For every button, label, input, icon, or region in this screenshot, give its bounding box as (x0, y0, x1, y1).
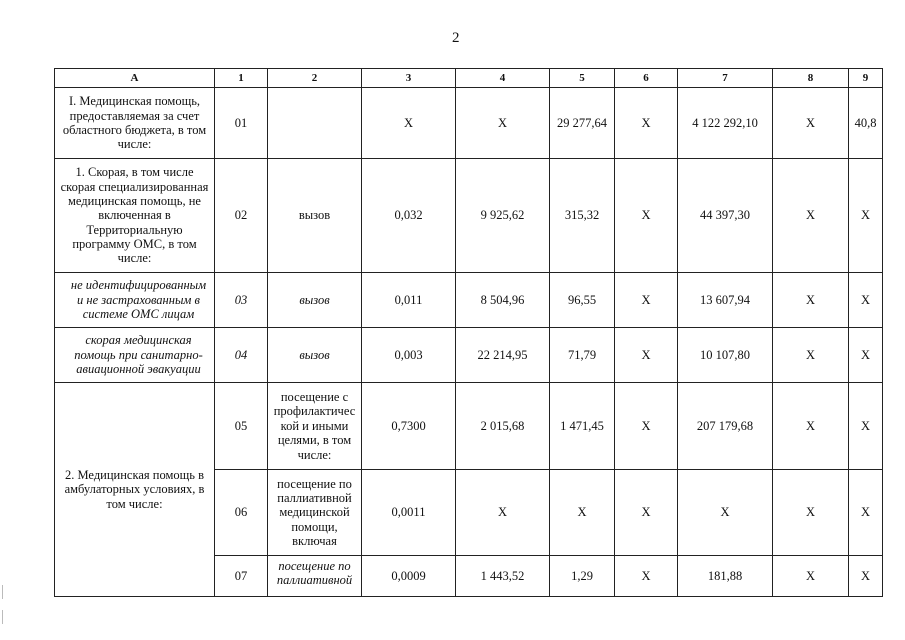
cell-col4: X (456, 88, 550, 159)
row-unit: посещение по паллиативной медицинской помощи, включая (268, 470, 362, 556)
col-header: 2 (268, 69, 362, 88)
cell-col7: 13 607,94 (678, 273, 773, 328)
cell-col7: 4 122 292,10 (678, 88, 773, 159)
cell-col9: X (849, 556, 883, 597)
cell-col5: 1,29 (550, 556, 615, 597)
row-unit: вызов (268, 273, 362, 328)
row-code: 07 (215, 556, 268, 597)
cell-col3: X (362, 88, 456, 159)
cell-col9: X (849, 470, 883, 556)
table-row (55, 383, 883, 470)
col-header: 9 (849, 69, 883, 88)
cell-col3: 0,032 (362, 159, 456, 273)
cell-col5: 315,32 (550, 159, 615, 273)
row-name: I. Медицинская помощь, предоставляемая за счет областного бюджета, в том числе: (55, 88, 215, 159)
cell-col5: X (550, 470, 615, 556)
cell-col7: X (678, 470, 773, 556)
cell-col8: X (773, 88, 849, 159)
table-row (55, 328, 883, 383)
cell-col4: 2 015,68 (456, 383, 550, 470)
col-header: 8 (773, 69, 849, 88)
table-row (55, 88, 883, 159)
budget-table (54, 68, 883, 597)
row-name: скорая медицинская помощь при санитарно-авиационной эвакуации (55, 328, 215, 383)
header-row (55, 69, 883, 88)
col-header: 6 (615, 69, 678, 88)
cell-col7: 44 397,30 (678, 159, 773, 273)
cell-col8: X (773, 273, 849, 328)
cell-col3: 0,0009 (362, 556, 456, 597)
cell-col8: X (773, 556, 849, 597)
cell-col9: X (849, 328, 883, 383)
col-header: 3 (362, 69, 456, 88)
row-unit: вызов (268, 159, 362, 273)
row-unit-text: посещение по паллиативной (276, 559, 353, 588)
cell-col6: X (615, 383, 678, 470)
col-header: А (55, 69, 215, 88)
cell-col4: 22 214,95 (456, 328, 550, 383)
row-unit: посещение с профилактичес кой и иными целями, в том числе: (268, 383, 362, 470)
cell-col5: 1 471,45 (550, 383, 615, 470)
cell-col7: 207 179,68 (678, 383, 773, 470)
cell-col5: 96,55 (550, 273, 615, 328)
cell-col3: 0,011 (362, 273, 456, 328)
cell-col8: X (773, 383, 849, 470)
cell-col4: 9 925,62 (456, 159, 550, 273)
row-name: не идентифицированным и не застрахованным в системе ОМС лицам (55, 273, 215, 328)
cell-col7: 10 107,80 (678, 328, 773, 383)
cell-col8: X (773, 159, 849, 273)
cell-col4: X (456, 470, 550, 556)
cell-col6: X (615, 556, 678, 597)
cell-col9: X (849, 273, 883, 328)
col-header: 1 (215, 69, 268, 88)
scan-mark (2, 585, 3, 599)
cell-col8: X (773, 470, 849, 556)
cell-col8: X (773, 328, 849, 383)
table-row (55, 159, 883, 273)
scan-mark (2, 610, 3, 624)
row-name: 1. Скорая, в том числе скорая специализированная медицинская помощь, не включенная в Территориальную программу ОМС, в том числе: (55, 159, 215, 273)
row-unit: вызов (268, 328, 362, 383)
cell-col3: 0,0011 (362, 470, 456, 556)
page-number: 2 (452, 30, 460, 46)
row-unit (268, 88, 362, 159)
cell-col6: X (615, 88, 678, 159)
cell-col4: 1 443,52 (456, 556, 550, 597)
row-code: 03 (215, 273, 268, 328)
cell-col9: X (849, 383, 883, 470)
cell-col5: 29 277,64 (550, 88, 615, 159)
row-name: 2. Медицинская помощь в амбулаторных условиях, в том числе: (55, 383, 215, 597)
table-row (55, 273, 883, 328)
row-code: 06 (215, 470, 268, 556)
row-code: 02 (215, 159, 268, 273)
col-header: 7 (678, 69, 773, 88)
cell-col3: 0,7300 (362, 383, 456, 470)
col-header: 4 (456, 69, 550, 88)
cell-col6: X (615, 273, 678, 328)
row-unit (268, 556, 362, 597)
cell-col3: 0,003 (362, 328, 456, 383)
cell-col6: X (615, 328, 678, 383)
cell-col6: X (615, 470, 678, 556)
row-code: 01 (215, 88, 268, 159)
cell-col4: 8 504,96 (456, 273, 550, 328)
cell-col9: 40,8 (849, 88, 883, 159)
col-header: 5 (550, 69, 615, 88)
cell-col9: X (849, 159, 883, 273)
cell-col5: 71,79 (550, 328, 615, 383)
cell-col6: X (615, 159, 678, 273)
row-code: 04 (215, 328, 268, 383)
row-code: 05 (215, 383, 268, 470)
cell-col7: 181,88 (678, 556, 773, 597)
